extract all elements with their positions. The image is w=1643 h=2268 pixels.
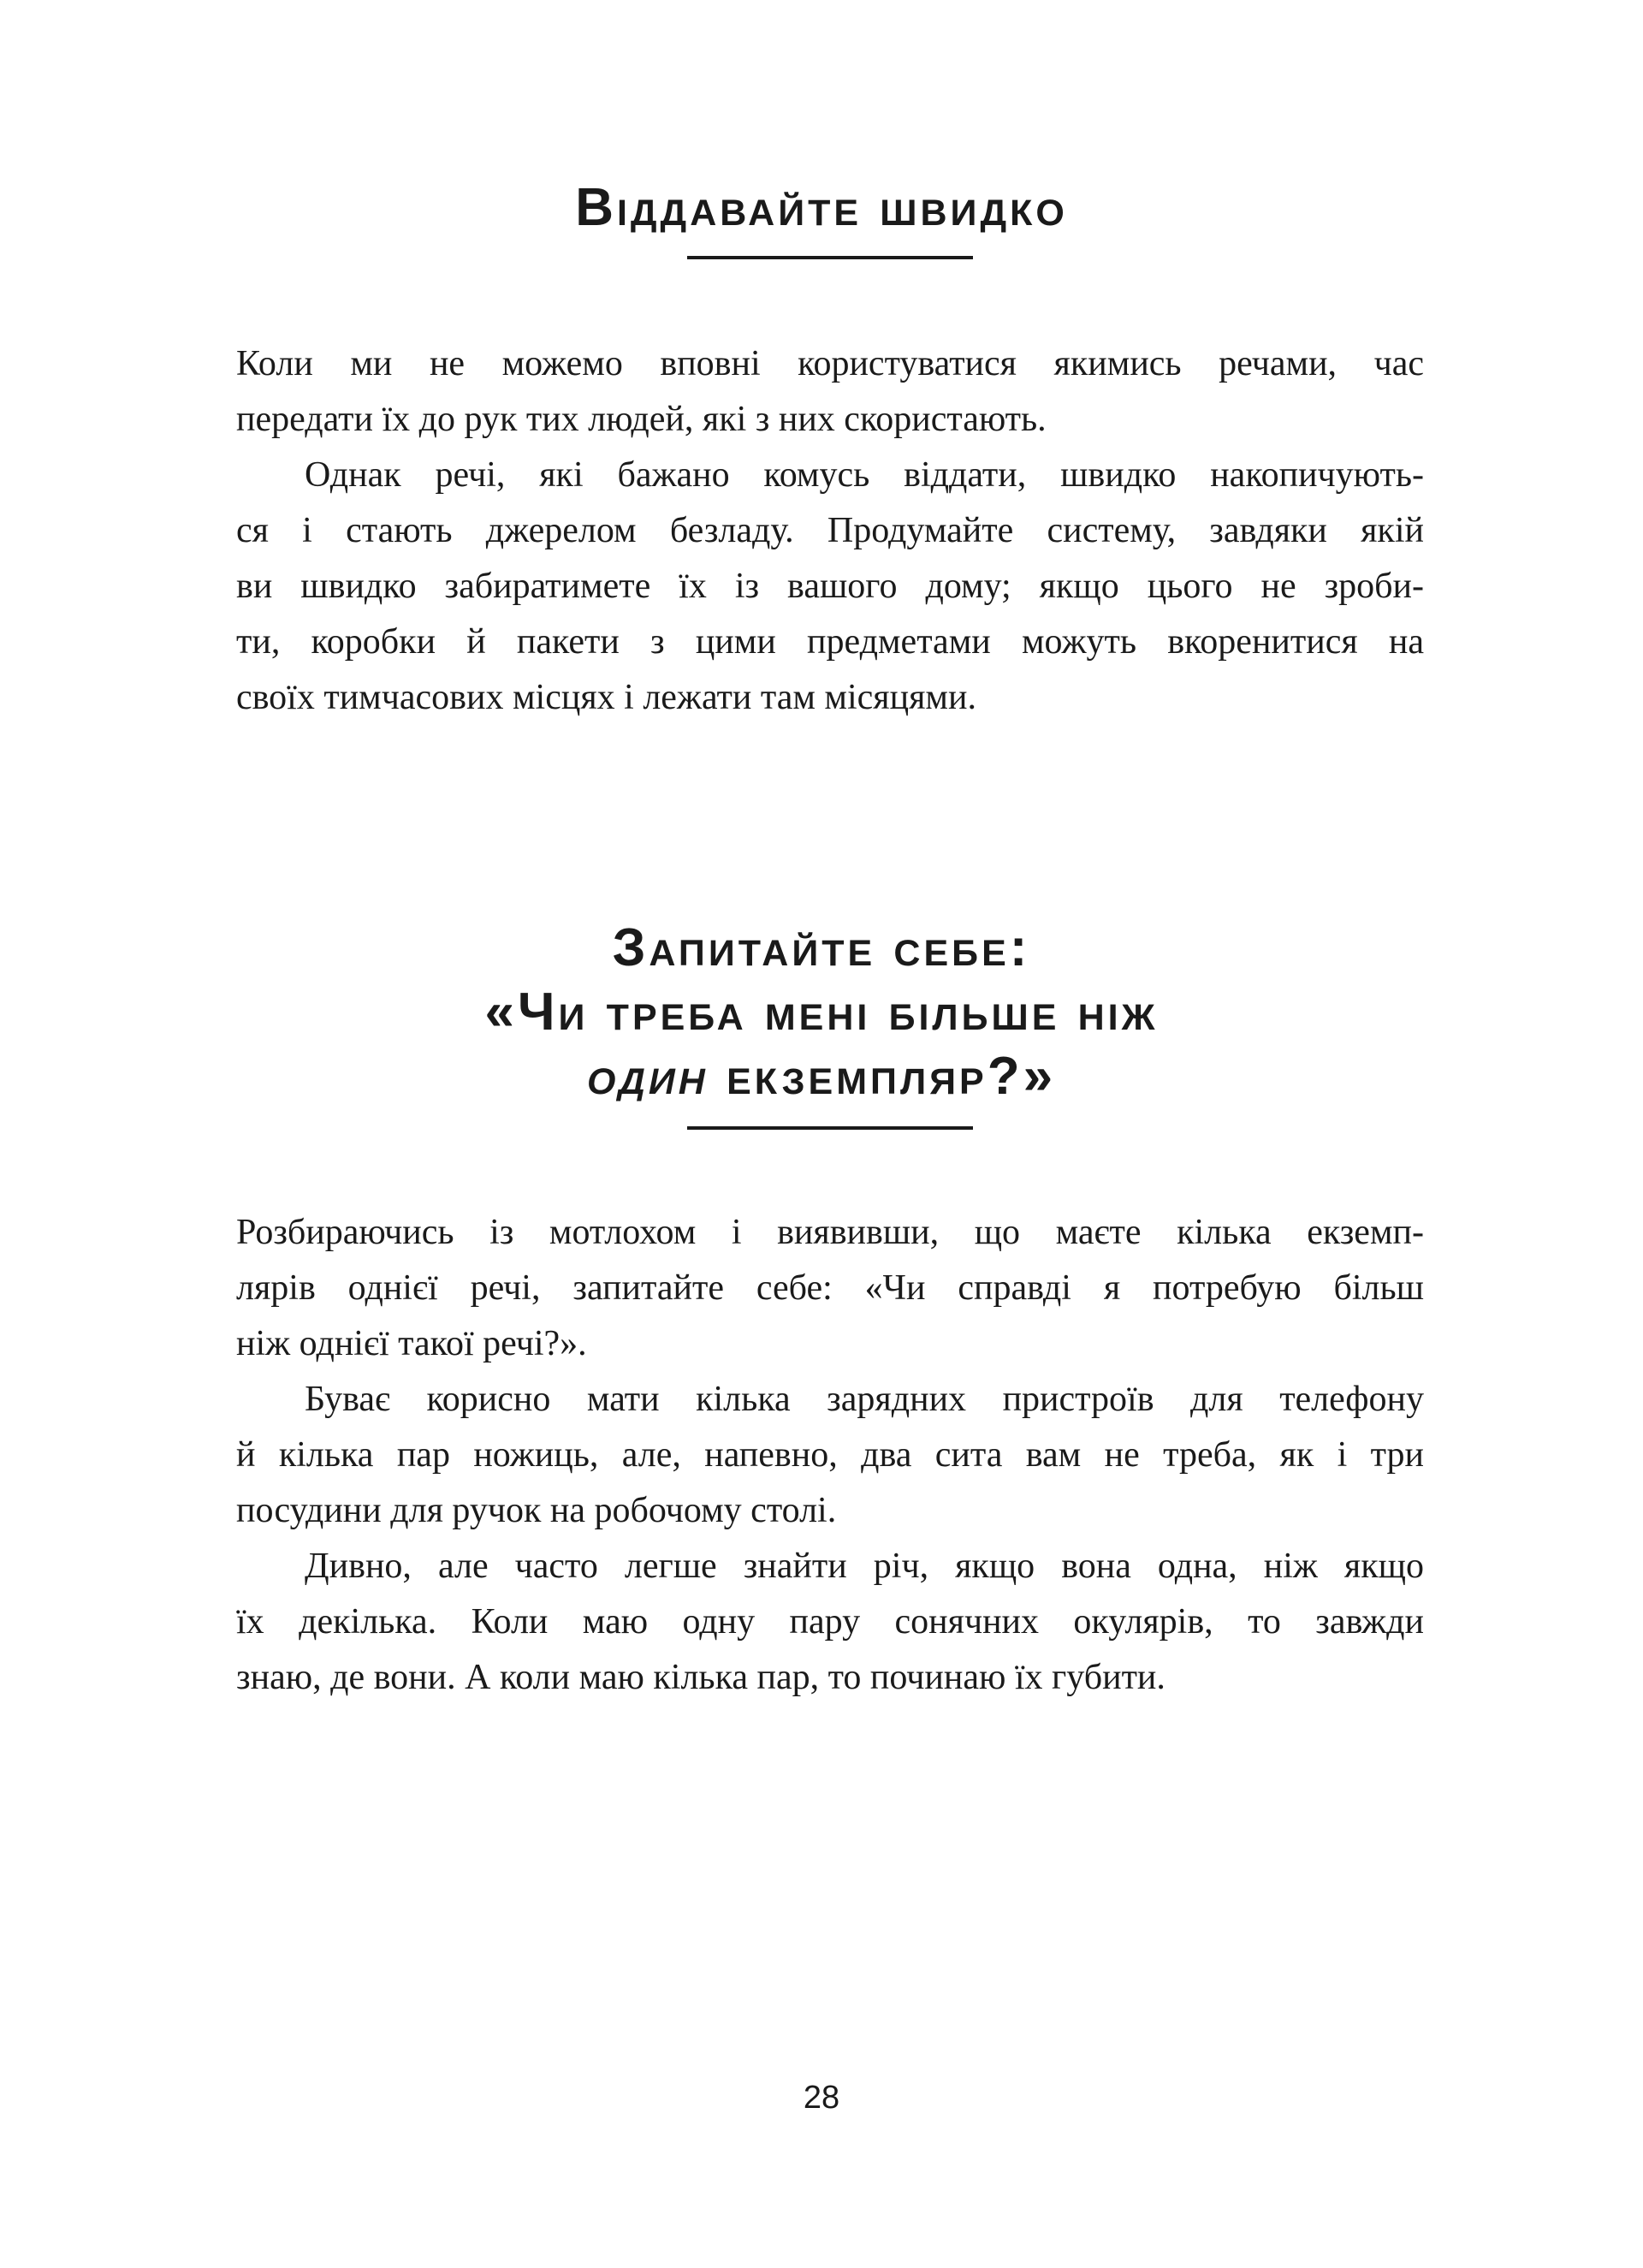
heading-divider [687,256,973,259]
text-line: ти, коробки й пакети з цими предметами можуть вкоренитися на [236,622,1424,662]
page-number: 28 [803,2080,840,2116]
paragraph-give-away [236,336,1424,726]
text-line: Однак речі, які бажано комусь віддати, швидко накопичують- [305,455,1424,495]
paragraph-duplicates [236,1205,1424,1706]
text-line: своїх тимчасових місцях і лежати там місяцями. [236,678,976,717]
text-line: передати їх до рук тих людей, які з них скористають. [236,400,1047,439]
text-line: посудини для ручок на робочому столі. [236,1491,837,1530]
text-line: ніж однієї такої речі?». [236,1324,587,1363]
text-line: й кілька пар ножиць, але, напевно, два сита вам не треба, як і три [236,1435,1424,1475]
section-heading-give-away-quickly: Віддавайте швидко [575,178,1068,237]
heading-line-rest: екземпляр?» [708,1047,1057,1106]
heading-line: Запитайте себе: [612,918,1031,977]
text-line: ви швидко забиратимете їх із вашого дому; якщо цього не зроби- [236,567,1424,606]
text-line: Коли ми не можемо вповні користуватися якимись речами, час [236,344,1424,383]
heading-line [0,1044,1643,1108]
text-line: лярів однієї речі, запитайте себе: «Чи справді я потребую більш [236,1268,1424,1308]
section-heading-ask-yourself [0,916,1643,1108]
heading-emphasis: один [586,1047,709,1106]
text-line: їх декілька. Коли маю одну пару сонячних окулярів, то завжди [236,1602,1424,1642]
text-line: Буває корисно мати кілька зарядних пристроїв для телефону [305,1380,1424,1419]
text-line: ся і стають джерелом безладу. Продумайте систему, завдяки якій [236,511,1424,550]
heading-divider [687,1126,973,1130]
text-line: Дивно, але часто легше знайти річ, якщо вона одна, ніж якщо [305,1547,1424,1586]
text-line: знаю, де вони. А коли маю кілька пар, то починаю їх губити. [236,1658,1166,1697]
heading-line: «Чи треба мені більше ніж [484,983,1159,1042]
text-line: Розбираючись із мотлохом і виявивши, що маєте кілька екземп- [236,1213,1424,1252]
